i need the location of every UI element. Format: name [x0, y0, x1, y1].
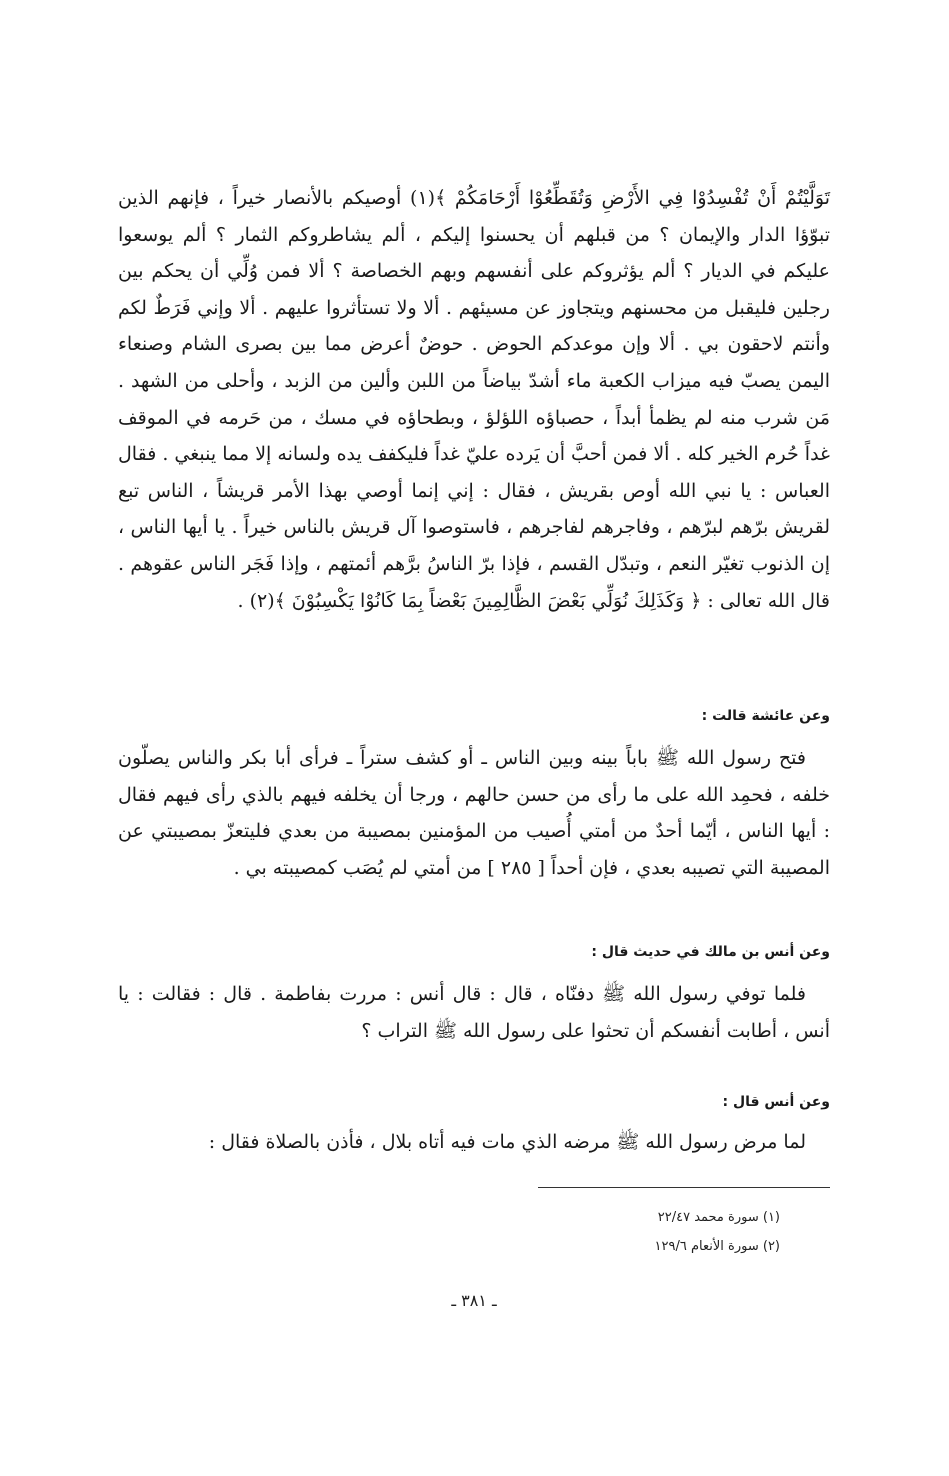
footnotes	[330, 1203, 780, 1261]
section-heading-anas-malik: وعن أنس بن مالك في حديث قال :	[591, 944, 830, 960]
footnote-2: (٢) سورة الأنعام ١٢٩/٦	[654, 1239, 780, 1254]
paragraph-4: لما مرض رسول الله ﷺ مرضه الذي مات فيه أتاه بلال ، فأذن بالصلاة فقال :	[208, 1131, 806, 1153]
section-aisha-body	[118, 740, 830, 886]
section-anas-body	[118, 1124, 830, 1161]
paragraph-3: فلما توفي رسول الله ﷺ دفنّاه ، قال : قال أنس : مررت بفاطمة . قال : فقالت : يا أنس ، أطابت أنفسكم أن تحثوا على رسول الله ﷺ التراب ؟	[118, 983, 830, 1042]
section-aisha	[118, 706, 830, 726]
section-anas-malik	[118, 942, 830, 962]
section-anas-malik-body	[118, 976, 830, 1049]
section-heading-aisha: وعن عائشة قالت :	[701, 708, 830, 724]
footnote-divider	[538, 1187, 830, 1188]
section-heading-anas: وعن أنس قال :	[722, 1094, 830, 1110]
main-text-block	[118, 180, 830, 619]
section-anas	[118, 1092, 830, 1112]
page-number: ـ ٣٨١ ـ	[451, 1291, 497, 1310]
paragraph-2: فتح رسول الله ﷺ باباً بينه وبين الناس ـ أو كشف ستراً ـ فرأى أبا بكر والناس يصلّون خلفه ، فحمِد الله على ما رأى من حسن حالهم ، ورجا أن يخلفه فيهم بالذي رأى فيهم فقال : أيها الناس ، أيّما أحدٌ من أمتي أُصيب من المؤمنين بمصيبة من بعدي فليتعزّ بمصيبتي عن المصيبة التي تصيبه بعدي ، فإن أحداً [ ٢٨٥ ] من أمتي لم يُصَب كمصيبته بي .	[118, 747, 830, 879]
paragraph-1: تَوَلَّيْتُمْ أَنْ تُفْسِدُوْا فِي الأَرْضِ وَتُقَطِّعُوْا أَرْحَامَكُمْ ﴾(١) أوصيكم بالأنصار خيراً ، فإنهم الذين تبوّؤا الدار والإيمان ؟ من قبلهم أن يحسنوا إليكم ، ألم يشاطروكم الثمار ؟ ألم يوسعوا عليكم في الديار ؟ ألم يؤثروكم على أنفسهم وبهم الخصاصة ؟ ألا فمن وُلِّي أن يحكم بين رجلين فليقبل من محسنهم ويتجاوز عن مسيئهم . ألا ولا تستأثروا عليهم . ألا وإني فَرَطٌ لكم وأنتم لاحقون بي . ألا وإن موعدكم الحوض . حوضٌ أعرض مما بين بصرى الشام وصنعاء اليمن يصبّ فيه ميزاب الكعبة ماء أشدّ بياضاً من اللبن وألين من الزبد ، وأحلى من الشهد . مَن شرب منه لم يظمأ أبداً ، حصباؤه اللؤلؤ ، وبطحاؤه في مسك ، من حَرمه في الموقف غداً حُرم الخير كله . ألا فمن أحبَّ أن يَرده عليّ غداً فليكفف يده ولسانه إلا مما ينبغي . فقال العباس : يا نبي الله أوص بقريش ، فقال : إني إنما أوصي بهذا الأمر قريشاً ، الناس تبع لقريش برّهم لبرّهم ، وفاجرهم لفاجرهم ، فاستوصوا آل قريش بالناس خيراً . يا أيها الناس ، إن الذنوب تغيّر النعم ، وتبدّل القسم ، فإذا برّ الناسُ برَّهم أئمتهم ، وإذا فَجَر الناس عقوهم . قال الله تعالى : ﴿ وَكَذَلِكَ نُوَلِّي بَعْضَ الظَّالِمِينَ بَعْضاً بِمَا كَانُوْا يَكْسِبُوْنَ ﴾(٢) .	[118, 187, 830, 612]
footnote-1: (١) سورة محمد ٢٢/٤٧	[657, 1210, 780, 1225]
